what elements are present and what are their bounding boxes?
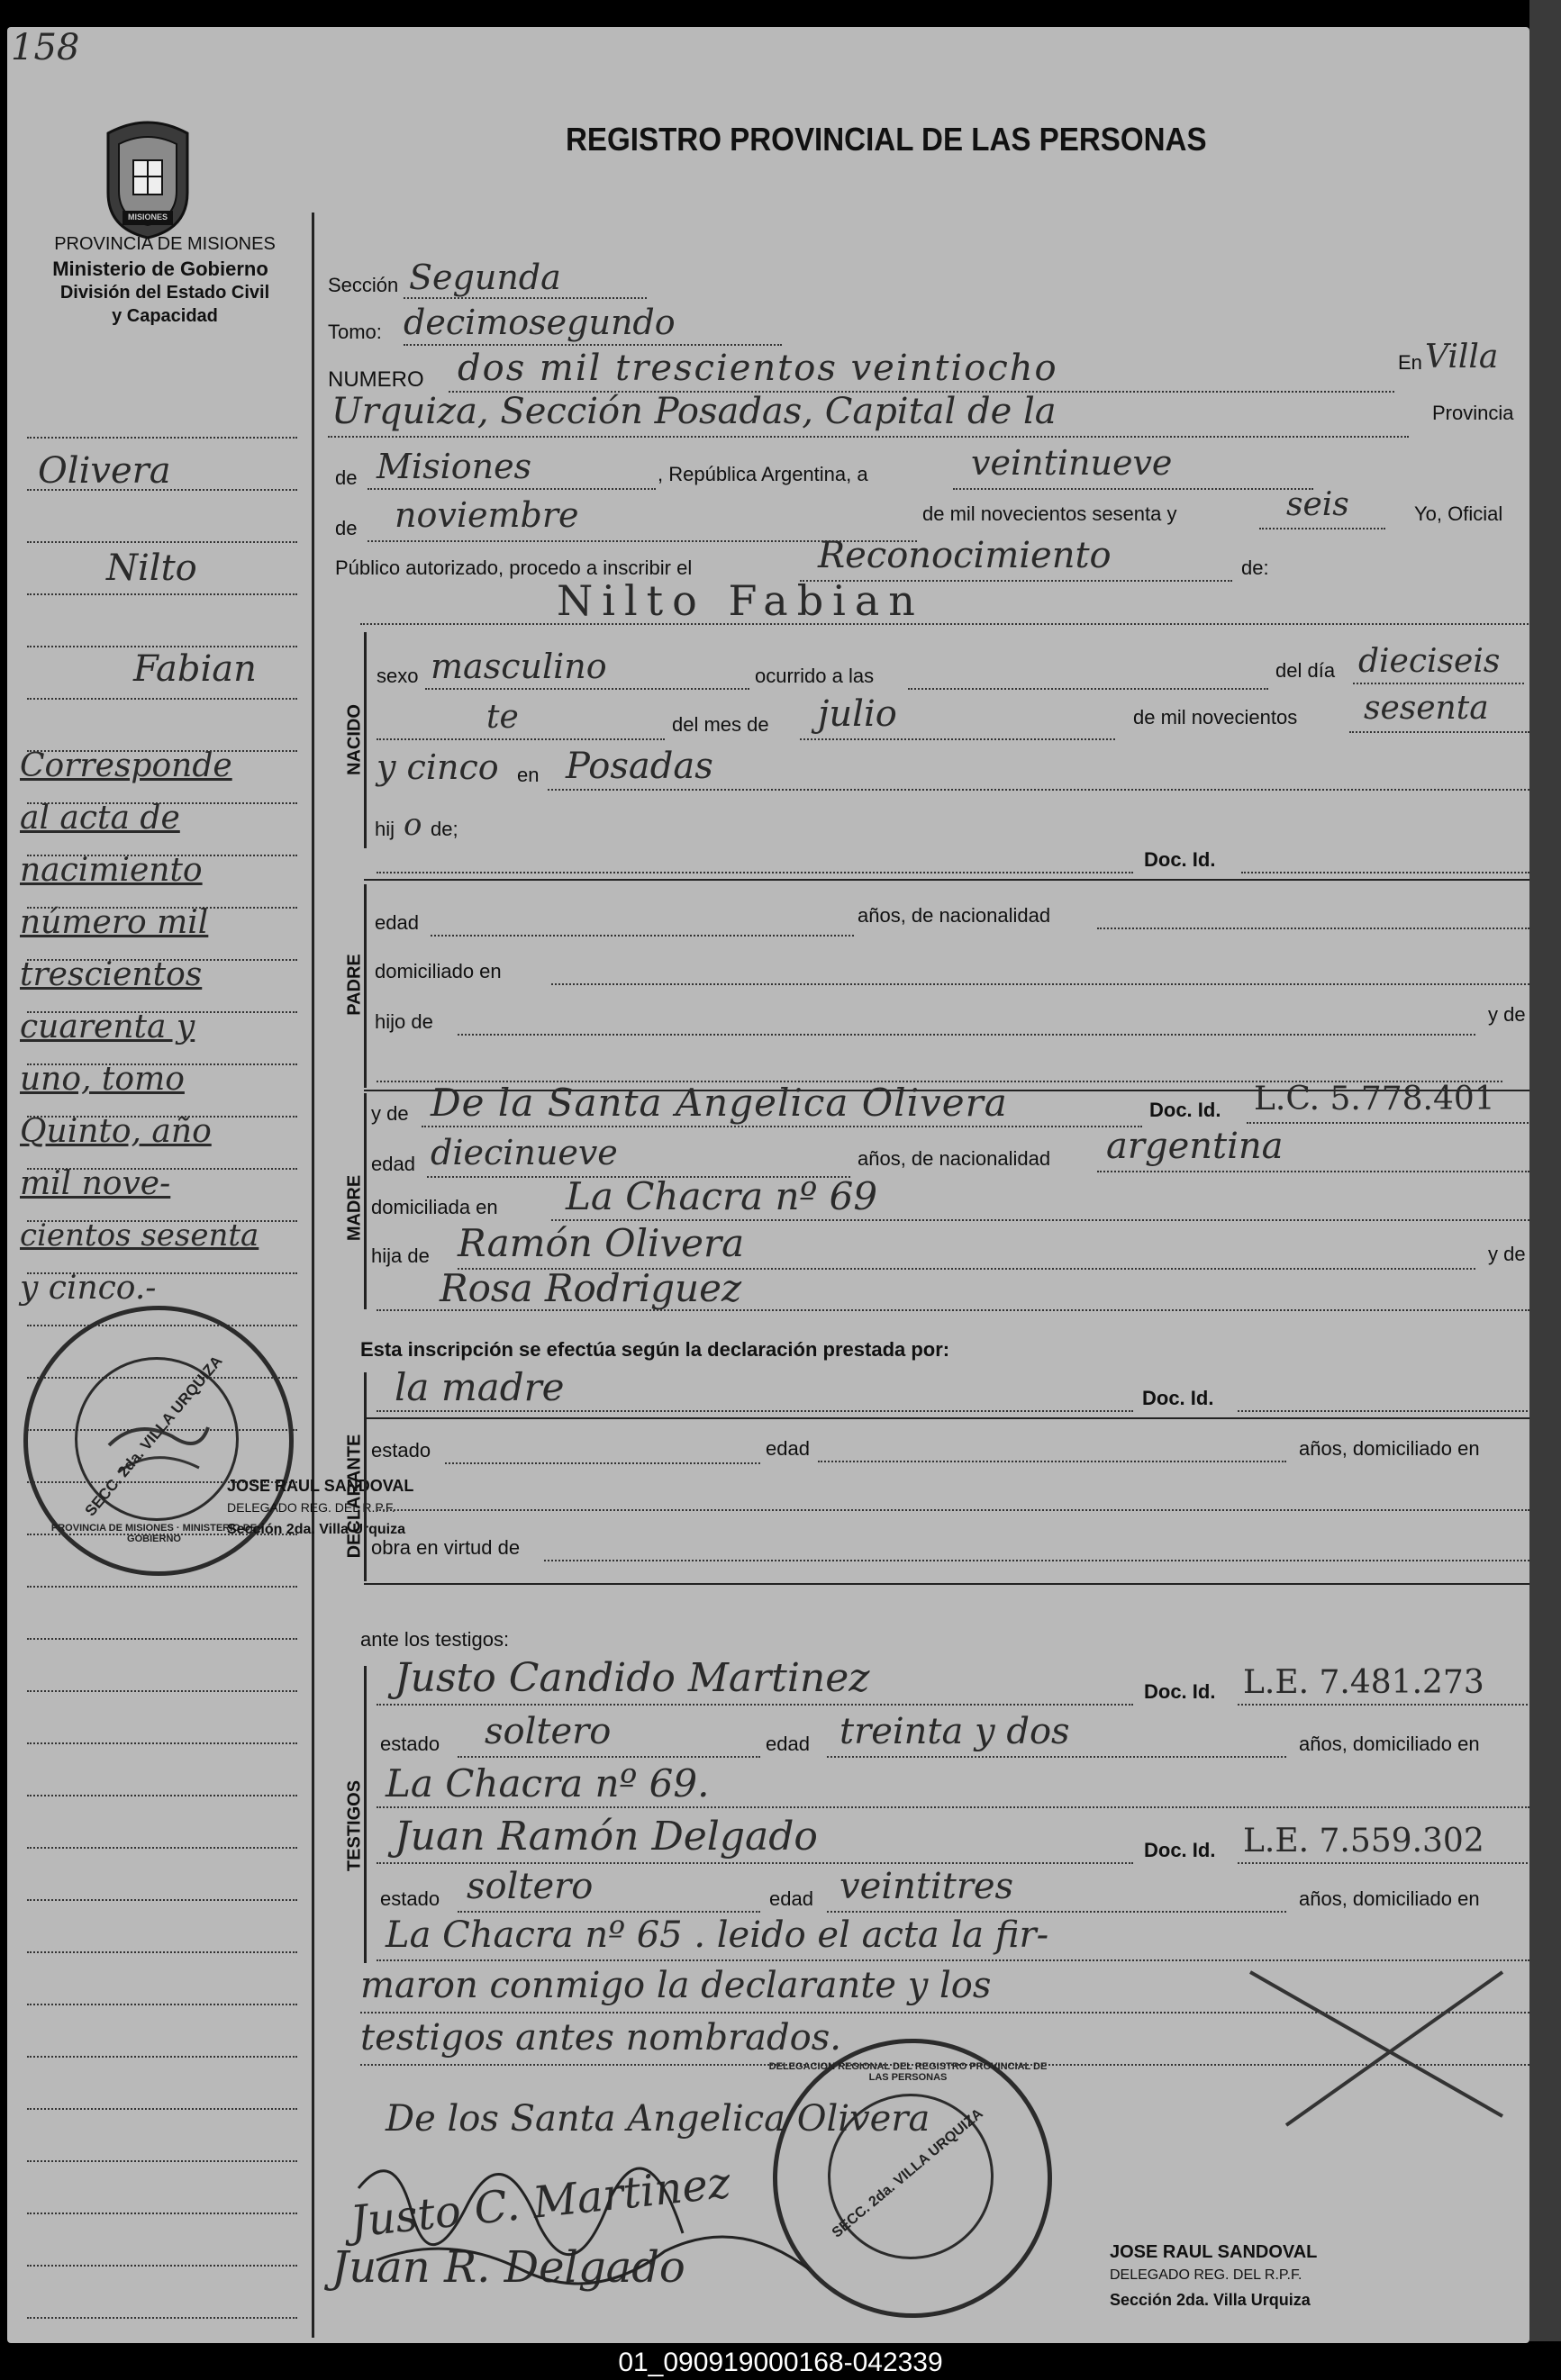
margin-note-line-5: trescientos bbox=[20, 956, 203, 993]
madre-domicilio-label: domiciliada en bbox=[371, 1196, 498, 1218]
margin-note-line-6: cuarenta y bbox=[20, 1009, 195, 1045]
numero-value: dos mil trescientos veintiocho bbox=[458, 348, 1058, 389]
nacido-lugar-value: Posadas bbox=[566, 746, 713, 787]
nacido-sexo-value: masculino bbox=[431, 647, 607, 686]
madre-yde-label: y de bbox=[371, 1102, 409, 1125]
testigo-1-nombre: Justo Candido Martinez bbox=[395, 1655, 870, 1701]
de2-label: de bbox=[335, 517, 358, 539]
nacido-hij-label: hij bbox=[375, 818, 395, 840]
declarante-section-label: DECLARANTE bbox=[344, 1434, 365, 1559]
madre-edad-label: edad bbox=[371, 1153, 415, 1175]
tomo-value: decimosegundo bbox=[404, 303, 676, 342]
testigo-2-docid-value: L.E. 7.559.302 bbox=[1243, 1823, 1484, 1860]
image-id-caption: 01_090919000168-042339 bbox=[618, 2348, 943, 2377]
acto-value: Reconocimiento bbox=[818, 535, 1112, 576]
margin-ruled-line bbox=[27, 1742, 297, 1744]
nombre-value: Nilto Fabian bbox=[557, 576, 924, 625]
testigo-2-anios-label: años, domiciliado en bbox=[1299, 1887, 1480, 1910]
signature-flourish-icon bbox=[340, 2134, 845, 2332]
madre-docid-label: Doc. Id. bbox=[1149, 1099, 1221, 1121]
testigo-1-anios-label: años, domiciliado en bbox=[1299, 1733, 1480, 1755]
en-value: Villa bbox=[1425, 339, 1499, 376]
official-office-left: Sección 2da. Villa Urquiza bbox=[227, 1522, 405, 1537]
page-title: REGISTRO PROVINCIAL DE LAS PERSONAS bbox=[566, 121, 1207, 158]
margin-ruled-line bbox=[27, 2056, 297, 2058]
madre-docid-value: L.C. 5.778.401 bbox=[1254, 1081, 1495, 1118]
nacido-dia-label: del día bbox=[1275, 659, 1336, 682]
official-name-left: JOSE RAUL SANDOVAL bbox=[227, 1477, 414, 1495]
margin-note-line-7: uno, tomo bbox=[20, 1061, 185, 1098]
madre-section-label: MADRE bbox=[344, 1174, 365, 1242]
margin-ruled-line bbox=[27, 698, 297, 700]
margin-divider bbox=[312, 213, 314, 2338]
declarante-nombre-value: la madre bbox=[395, 1365, 565, 1409]
stamp-bottom-text: PROVINCIA DE MISIONES · MINISTERIO DE GOBIERNO bbox=[50, 1523, 258, 1544]
testigo-2-docid-label: Doc. Id. bbox=[1144, 1839, 1216, 1861]
margin-ruled-line bbox=[27, 1638, 297, 1640]
mil-text: de mil novecientos sesenta y bbox=[922, 502, 1177, 525]
official-role-right: DELEGADO REG. DEL R.P.F. bbox=[1110, 2267, 1302, 2283]
cancellation-strike-icon bbox=[1232, 1954, 1520, 2134]
testigos-section-label: TESTIGOS bbox=[344, 1779, 365, 1872]
agency-line-2: Ministerio de Gobierno bbox=[52, 258, 268, 280]
stamp-right-center: SECC. 2da. VILLA URQUIZA bbox=[829, 2105, 986, 2241]
testigo-1-domicilio-value: La Chacra nº 69. bbox=[386, 1761, 710, 1805]
margin-ruled-line bbox=[27, 1795, 297, 1796]
madre-domicilio-value: La Chacra nº 69 bbox=[566, 1174, 878, 1218]
margin-note-line-11: y cinco.- bbox=[20, 1270, 157, 1307]
testigo-2-estado-value: soltero bbox=[467, 1866, 594, 1907]
padre-domicilio-label: domiciliado en bbox=[375, 960, 502, 982]
madre-madre-value: Rosa Rodriguez bbox=[440, 1266, 742, 1310]
declarante-estado-label: estado bbox=[371, 1439, 431, 1461]
de3-label: de: bbox=[1241, 557, 1269, 579]
anio-value: seis bbox=[1286, 486, 1349, 523]
testigo-1-estado-value: soltero bbox=[485, 1711, 612, 1752]
publico-text: Público autorizado, procedo a inscribir el bbox=[335, 557, 693, 579]
padre-edad-label: edad bbox=[375, 911, 419, 934]
madre-yde2-label: y de bbox=[1488, 1243, 1526, 1265]
mes-value: noviembre bbox=[395, 495, 579, 535]
testigos-intro: ante los testigos: bbox=[360, 1628, 510, 1651]
madre-nombre-value: De la Santa Angelica Olivera bbox=[431, 1081, 1008, 1125]
closing-line-2: testigos antes nombrados. bbox=[360, 2017, 841, 2059]
nacido-dia-value: dieciseis bbox=[1358, 643, 1501, 680]
testigo-2-domicilio-value: La Chacra nº 65 . leido el acta la fir- bbox=[386, 1914, 1049, 1956]
signature-declarante: De los Santa Angelica Olivera bbox=[386, 2098, 930, 2140]
margin-note-line-4: número mil bbox=[20, 904, 209, 941]
testigo-1-docid-label: Doc. Id. bbox=[1144, 1680, 1216, 1703]
declarante-docid-label: Doc. Id. bbox=[1142, 1387, 1214, 1409]
agency-line-4: y Capacidad bbox=[112, 306, 218, 326]
provincia-value: Misiones bbox=[377, 447, 532, 486]
margin-apellido: Olivera bbox=[38, 450, 171, 492]
margin-ruled-line bbox=[27, 1951, 297, 1953]
agency-line-1: PROVINCIA DE MISIONES bbox=[54, 234, 276, 254]
register-sheet bbox=[7, 27, 1529, 2343]
place-line: Urquiza, Sección Posadas, Capital de la bbox=[331, 391, 1057, 432]
oficial-text: Yo, Oficial bbox=[1414, 502, 1503, 525]
padre-section-label: PADRE bbox=[344, 954, 365, 1016]
madre-hija-label: hija de bbox=[371, 1244, 430, 1267]
nacido-mil-label: de mil novecientos bbox=[1133, 706, 1298, 728]
margin-ruled-line bbox=[27, 2265, 297, 2267]
declarante-intro: Esta inscripción se efectúa según la declaración prestada por: bbox=[360, 1338, 950, 1361]
margin-note-line-9: mil nove- bbox=[20, 1165, 171, 1202]
margin-ruled-line bbox=[27, 593, 297, 595]
nacido-hij-value: o bbox=[404, 807, 422, 843]
testigo-1-estado-label: estado bbox=[380, 1733, 440, 1755]
declarante-obra-label: obra en virtud de bbox=[371, 1536, 521, 1559]
nacido-de-label: de; bbox=[431, 818, 458, 840]
declarante-edad-label: edad bbox=[766, 1437, 810, 1460]
margin-ruled-line bbox=[27, 1586, 297, 1588]
margin-note-line-8: Quinto, año bbox=[20, 1113, 212, 1150]
stamp-right-text: DELEGACION REGIONAL DEL REGISTRO PROVINCIAL DE LAS PERSONAS bbox=[768, 2061, 1048, 2083]
testigo-2-edad-value: veintitres bbox=[839, 1866, 1014, 1907]
book-binding-edge bbox=[1529, 0, 1561, 2341]
provincial-seal-icon bbox=[99, 113, 196, 240]
testigo-2-nombre: Juan Ramón Delgado bbox=[395, 1814, 818, 1860]
nacido-ocurrido-label: ocurrido a las bbox=[755, 665, 875, 687]
tomo-label: Tomo: bbox=[328, 321, 382, 343]
margin-ruled-line bbox=[27, 2317, 297, 2319]
padre-hijo-label: hijo de bbox=[375, 1010, 433, 1033]
nacido-mes-value: julio bbox=[818, 693, 897, 735]
madre-padre-value: Ramón Olivera bbox=[458, 1221, 745, 1265]
nacido-section-label: NACIDO bbox=[344, 704, 365, 775]
declarante-anios-label: años, domiciliado en bbox=[1299, 1437, 1480, 1460]
nacido-anio2-value: y cinco bbox=[377, 747, 499, 787]
provincia-label: Provincia bbox=[1432, 402, 1514, 424]
signature-testigo-2: Juan R. Delgado bbox=[331, 2242, 685, 2293]
testigo-1-docid-value: L.E. 7.481.273 bbox=[1243, 1664, 1484, 1701]
republica-text: , República Argentina, a bbox=[658, 463, 868, 485]
margin-nombre-2: Fabian bbox=[133, 648, 257, 690]
official-name-right: JOSE RAUL SANDOVAL bbox=[1110, 2242, 1318, 2262]
margin-ruled-line bbox=[27, 1899, 297, 1901]
agency-line-3: División del Estado Civil bbox=[59, 283, 270, 303]
testigo-1-edad-value: treinta y dos bbox=[839, 1711, 1070, 1752]
margin-ruled-line bbox=[27, 646, 297, 647]
seccion-value: Segunda bbox=[409, 258, 561, 297]
madre-edad-value: diecinueve bbox=[431, 1133, 618, 1172]
margin-nombre-1: Nilto bbox=[106, 547, 197, 589]
margin-ruled-line bbox=[27, 2108, 297, 2110]
testigo-1-edad-label: edad bbox=[766, 1733, 810, 1755]
margin-ruled-line bbox=[27, 2004, 297, 2005]
margin-ruled-line bbox=[27, 2160, 297, 2162]
padre-anios-label: años, de nacionalidad bbox=[858, 904, 1051, 927]
margin-ruled-line bbox=[27, 1690, 297, 1692]
nacido-en-label: en bbox=[517, 764, 540, 786]
margin-ruled-line bbox=[27, 437, 297, 439]
madre-nacionalidad-value: argentina bbox=[1106, 1126, 1284, 1167]
margin-note-line-1: Corresponde bbox=[20, 747, 232, 784]
margin-note-line-2: al acta de bbox=[20, 800, 180, 837]
nacido-docid-label: Doc. Id. bbox=[1144, 848, 1216, 871]
testigo-2-estado-label: estado bbox=[380, 1887, 440, 1910]
margin-note-line-3: nacimiento bbox=[20, 852, 203, 889]
nacido-te-value: te bbox=[486, 699, 519, 736]
page-number-mark: 158 bbox=[11, 27, 80, 68]
seal-lettering: MISIONES bbox=[127, 213, 168, 222]
madre-anios-label: años, de nacionalidad bbox=[858, 1147, 1051, 1170]
seccion-label: Sección bbox=[328, 274, 399, 296]
testigo-2-edad-label: edad bbox=[769, 1887, 813, 1910]
margin-ruled-line bbox=[27, 1847, 297, 1849]
stamp-center-text: SECC. 2da. VILLA URQUIZA bbox=[81, 1352, 226, 1520]
official-office-right: Sección 2da. Villa Urquiza bbox=[1110, 2291, 1311, 2309]
signature-testigo-1: Justo C. Martinez bbox=[348, 2158, 733, 2248]
margin-ruled-line bbox=[27, 2213, 297, 2214]
numero-label: NUMERO bbox=[328, 367, 424, 392]
nacido-sexo-label: sexo bbox=[377, 665, 419, 687]
official-role-left: DELEGADO REG. DEL R.P.F. bbox=[227, 1500, 395, 1515]
margin-ruled-line bbox=[27, 541, 297, 543]
nacido-anio-value: sesenta bbox=[1364, 690, 1489, 727]
padre-yde-label: y de bbox=[1488, 1003, 1526, 1026]
de-label: de bbox=[335, 466, 358, 489]
nacido-mes-label: del mes de bbox=[672, 713, 769, 736]
dia-value: veintinueve bbox=[971, 443, 1173, 483]
en-label: En bbox=[1398, 351, 1422, 374]
closing-line-1: maron conmigo la declarante y los bbox=[360, 1965, 992, 2006]
margin-note-line-10: cientos sesenta bbox=[20, 1217, 259, 1253]
